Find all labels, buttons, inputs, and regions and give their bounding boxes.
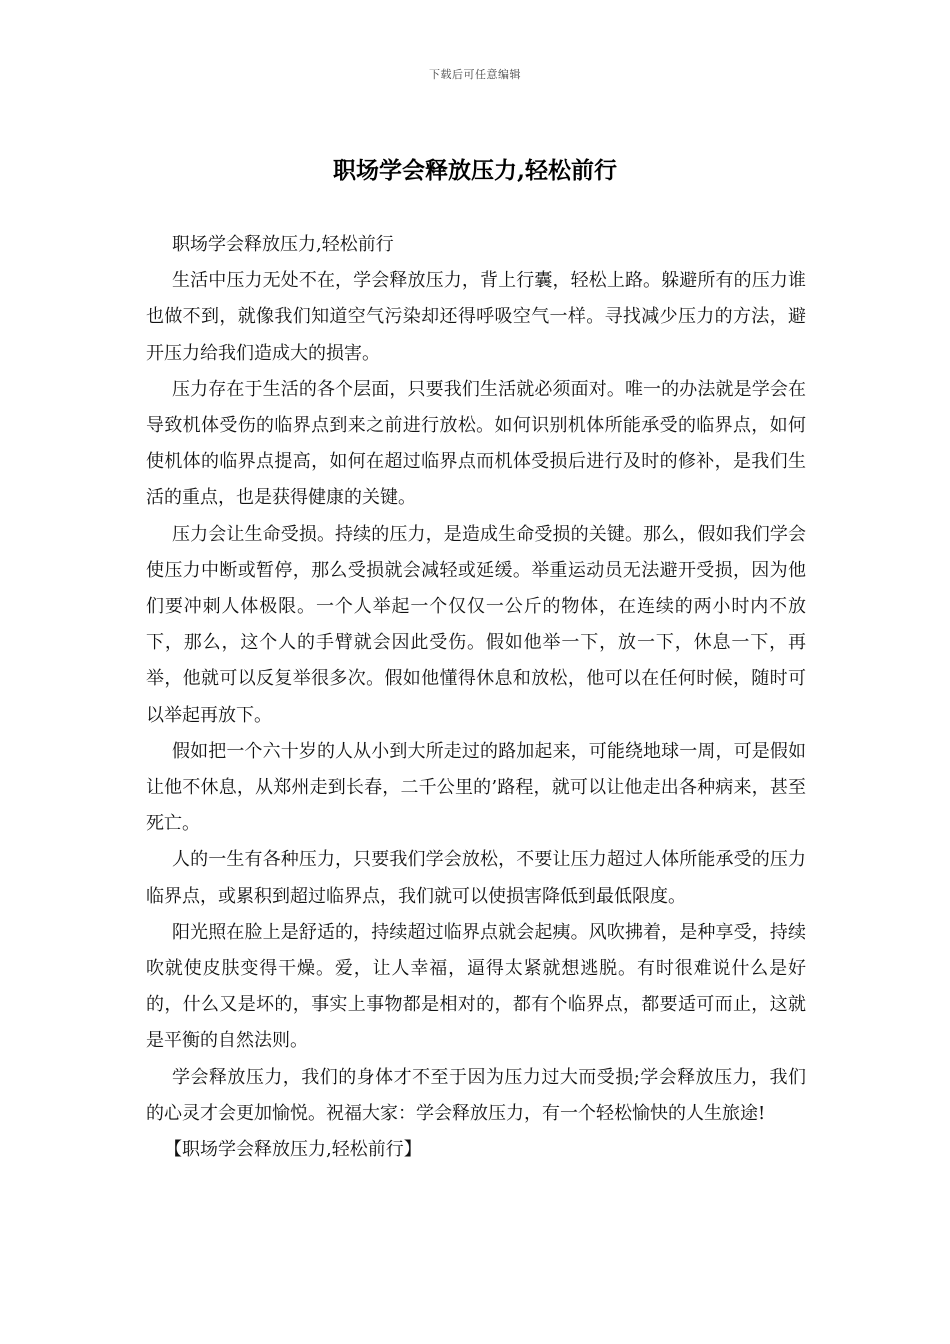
body-paragraph: 人的一生有各种压力，只要我们学会放松，不要让压力超过人体所能承受的压力临界点，或累积到超过临界点，我们就可以使损害降低到最低限度。 <box>146 849 806 907</box>
document-body <box>146 227 806 1168</box>
body-paragraph: 压力存在于生活的各个层面，只要我们生活就必须面对。唯一的办法就是学会在导致机体受伤的临界点到来之前进行放松。如何识别机体所能承受的临界点，如何使机体的临界点提高，如何在超过临界点而机体受损后进行及时的修补，是我们生活的重点，也是获得健康的关键。 <box>146 378 806 509</box>
document-title: 职场学会释放压力,轻松前行 <box>332 157 617 184</box>
body-subtitle: 职场学会释放压力,轻松前行 <box>172 234 394 255</box>
header-note: 下载后可任意编辑 <box>429 68 521 81</box>
closing-line: 【职场学会释放压力,轻松前行】 <box>164 1139 422 1161</box>
body-paragraph: 阳光照在脸上是舒适的，持续超过临界点就会起痍。风吹拂着，是种享受，持续吹就使皮肤变得干燥。爱，让人幸福，逼得太紧就想逃脱。有时很难说什么是好的，什么又是坏的，事实上事物都是相对的，都有个临界点，都要适可而止，这就是平衡的自然法则。 <box>146 921 806 1052</box>
body-paragraph: 假如把一个六十岁的人从小到大所走过的路加起来，可能绕地球一周，可是假如让他不休息，从郑州走到长春，二千公里的’路程，就可以让他走出各种病来，甚至死亡。 <box>146 740 806 835</box>
body-paragraph: 压力会让生命受损。持续的压力，是造成生命受损的关键。那么，假如我们学会使压力中断或暂停，那么受损就会减轻或延缓。举重运动员无法避开受损，因为他们要冲刺人体极限。一个人举起一个仅仅一公斤的物体，在连续的两小时内不放下，那么，这个人的手臂就会因此受伤。假如他举一下，放一下，休息一下，再举，他就可以反复举很多次。假如他懂得休息和放松，他可以在任何时候，随时可以举起再放下。 <box>146 523 806 726</box>
body-paragraph: 学会释放压力，我们的身体才不至于因为压力过大而受损;学会释放压力，我们的心灵才会更加愉悦。祝福大家：学会释放压力，有一个轻松愉快的人生旅途! <box>146 1066 806 1124</box>
body-paragraph: 生活中压力无处不在，学会释放压力，背上行囊，轻松上路。躲避所有的压力谁也做不到，就像我们知道空气污染却还得呼吸空气一样。寻找减少压力的方法，避开压力给我们造成大的损害。 <box>146 270 806 364</box>
